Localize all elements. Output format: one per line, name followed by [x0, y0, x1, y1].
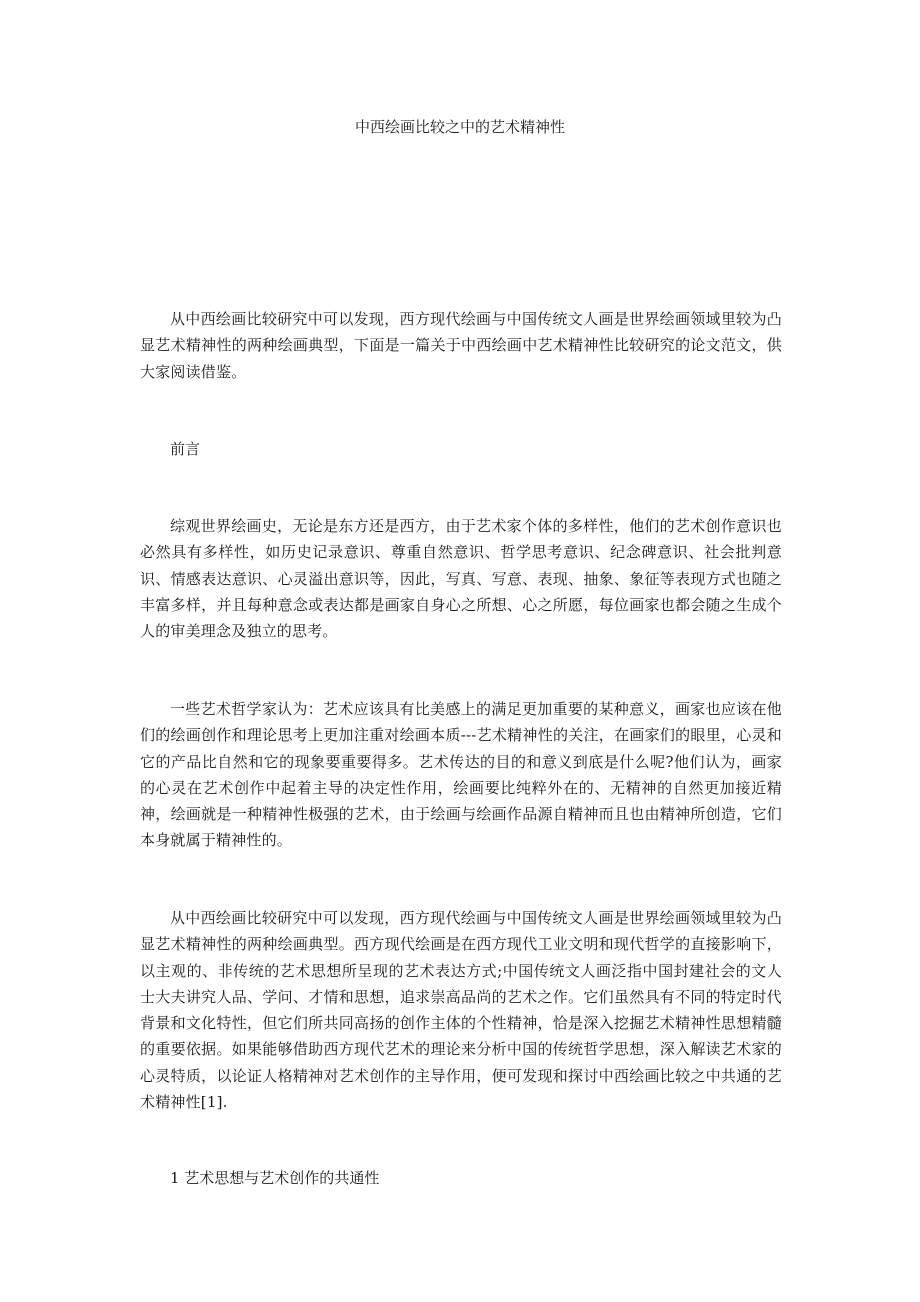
- body-paragraph-1: 综观世界绘画史，无论是东方还是西方，由于艺术家个体的多样性，他们的艺术创作意识也必然具有多样性，如历史记录意识、尊重自然意识、哲学思考意识、纪念碑意识、社会批判意识、情感表达意识、心灵溢出意识等，因此，写真、写意、表现、抽象、象征等表现方式也随之丰富多样，并且每种意念或表达都是画家自身心之所想、心之所愿，每位画家也都会随之生成个人的审美理念及独立的思考。: [140, 517, 782, 641]
- body-paragraph-2: 一些艺术哲学家认为：艺术应该具有比美感上的满足更加重要的某种意义，画家也应该在他们的绘画创作和理论思考上更加注重对绘画本质---艺术精神性的关注，在画家们的眼里，心灵和它的产品比自然和它的现象要重要得多。艺术传达的目的和意义到底是什么呢?他们认为，画家的心灵在艺术创作中起着主导的决定性作用，绘画要比纯粹外在的、无精神的自然更加接近精神，绘画就是一种精神性极强的艺术，由于绘画与绘画作品源自精神而且也由精神所创造，它们本身就属于精神性的。: [140, 700, 782, 850]
- section-1-heading: 1 艺术思想与艺术创作的共通性: [170, 1169, 380, 1187]
- intro-paragraph: 从中西绘画比较研究中可以发现，西方现代绘画与中国传统文人画是世界绘画领域里较为凸显艺术精神性的两种绘画典型，下面是一篇关于中西绘画中艺术精神性比较研究的论文范文，供大家阅读借鉴。: [140, 310, 782, 381]
- body-paragraph-3: 从中西绘画比较研究中可以发现，西方现代绘画与中国传统文人画是世界绘画领域里较为凸显艺术精神性的两种绘画典型。西方现代绘画是在西方现代工业文明和现代哲学的直接影响下，以主观的、非传统的艺术思想所呈现的艺术表达方式;中国传统文人画泛指中国封建社会的文人士大夫讲究人品、学问、才情和思想，追求崇高品尚的艺术之作。它们虽然具有不同的特定时代背景和文化特性，但它们所共同高扬的创作主体的个性精神，恰是深入挖掘艺术精神性思想精髓的重要依据。如果能够借助西方现代艺术的理论来分析中国的传统哲学思想，深入解读艺术家的心灵特质，以论证人格精神对艺术创作的主导作用，便可发现和探讨中西绘画比较之中共通的艺术精神性[1].: [140, 909, 782, 1112]
- preface-heading: 前言: [170, 440, 201, 458]
- document-title: 中西绘画比较之中的艺术精神性: [354, 118, 565, 136]
